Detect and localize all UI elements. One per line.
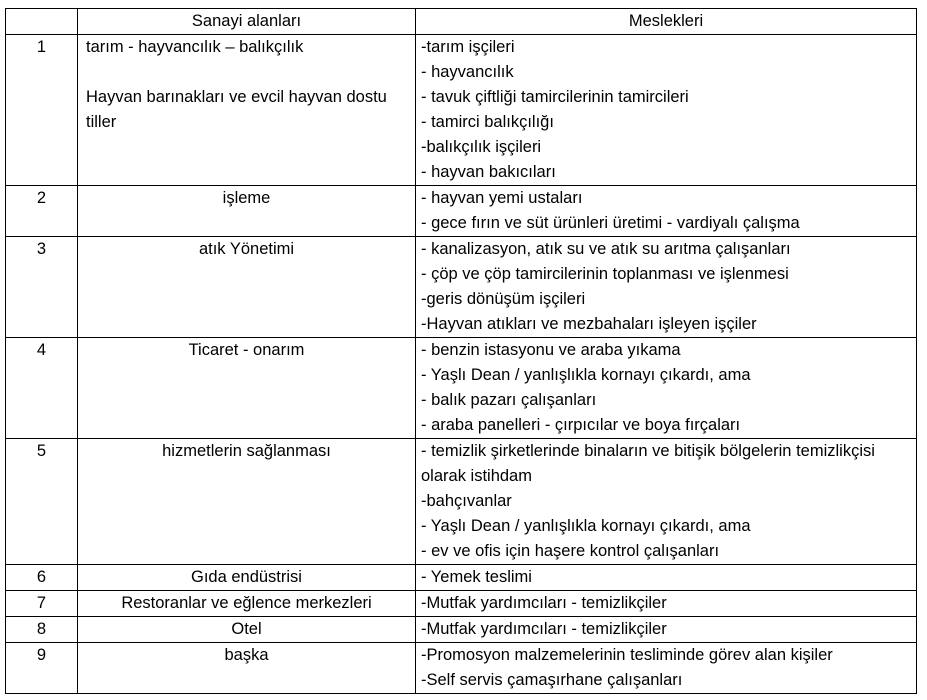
row-number: 2 <box>6 186 78 237</box>
row-number: 9 <box>6 643 78 694</box>
header-row <box>6 9 917 35</box>
table-row <box>6 643 917 694</box>
row-number: 7 <box>6 591 78 617</box>
row-number: 4 <box>6 338 78 439</box>
industry-cell: Ticaret - onarım <box>78 338 416 439</box>
industries-table <box>5 8 917 694</box>
industry-line: Hayvan barınakları ve evcil hayvan dostu tiller <box>86 88 387 131</box>
table-row <box>6 186 917 237</box>
row-number: 1 <box>6 35 78 186</box>
profession-item: - Yaşlı Dean / yanlışlıkla kornayı çıkardı, ama <box>421 366 751 384</box>
profession-item: - gece fırın ve süt ürünleri üretimi - vardiyalı çalışma <box>421 214 800 232</box>
profession-item: - ev ve ofis için haşere kontrol çalışanları <box>421 542 720 560</box>
table-row <box>6 35 917 186</box>
profession-item: - hayvan yemi ustaları <box>421 189 583 207</box>
profession-item: - tamirci balıkçılığı <box>421 113 554 131</box>
industry-cell: başka <box>78 643 416 694</box>
industry-cell: işleme <box>78 186 416 237</box>
table-row <box>6 617 917 643</box>
industry-cell: atık Yönetimi <box>78 237 416 338</box>
profession-item: - Yemek teslimi <box>421 568 532 586</box>
profession-item: -tarım işçileri <box>421 38 515 56</box>
industry-cell: Gıda endüstrisi <box>78 565 416 591</box>
header-number <box>6 9 78 35</box>
profession-item: - kanalizasyon, atık su ve atık su arıtma çalışanları <box>421 240 791 258</box>
professions-cell <box>416 237 917 338</box>
professions-cell <box>416 617 917 643</box>
professions-cell <box>416 591 917 617</box>
profession-item: -Mutfak yardımcıları - temizlikçiler <box>421 620 667 638</box>
row-number: 3 <box>6 237 78 338</box>
row-number: 5 <box>6 439 78 565</box>
profession-item: - balık pazarı çalışanları <box>421 391 597 409</box>
profession-item: - araba panelleri - çırpıcılar ve boya fırçaları <box>421 416 741 434</box>
profession-item: - benzin istasyonu ve araba yıkama <box>421 341 681 359</box>
row-number: 8 <box>6 617 78 643</box>
profession-item: - temizlik şirketlerinde binaların ve bitişik bölgelerin temizlikçisi olarak istihdam <box>421 442 875 485</box>
table-row <box>6 237 917 338</box>
industry-cell <box>78 35 416 186</box>
row-number: 6 <box>6 565 78 591</box>
header-industry: Sanayi alanları <box>78 9 416 35</box>
profession-item: -geris dönüşüm işçileri <box>421 290 586 308</box>
profession-item: -Hayvan atıkları ve mezbahaları işleyen işçiler <box>421 315 757 333</box>
professions-cell <box>416 35 917 186</box>
profession-item: - Yaşlı Dean / yanlışlıkla kornayı çıkardı, ama <box>421 517 751 535</box>
professions-cell <box>416 439 917 565</box>
profession-item: -Self servis çamaşırhane çalışanları <box>421 671 683 689</box>
industry-cell: hizmetlerin sağlanması <box>78 439 416 565</box>
table-row <box>6 439 917 565</box>
industry-cell: Restoranlar ve eğlence merkezleri <box>78 591 416 617</box>
profession-item: -Mutfak yardımcıları - temizlikçiler <box>421 594 667 612</box>
profession-item: - tavuk çiftliği tamircilerinin tamircileri <box>421 88 689 106</box>
professions-cell <box>416 565 917 591</box>
professions-cell <box>416 338 917 439</box>
profession-item: - çöp ve çöp tamircilerinin toplanması ve işlenmesi <box>421 265 789 283</box>
industry-cell: Otel <box>78 617 416 643</box>
industry-line: tarım - hayvancılık – balıkçılık <box>86 38 304 56</box>
table-row <box>6 591 917 617</box>
profession-item: - hayvancılık <box>421 63 514 81</box>
professions-cell <box>416 643 917 694</box>
profession-item: -Promosyon malzemelerinin tesliminde görev alan kişiler <box>421 646 833 664</box>
table-row <box>6 565 917 591</box>
profession-item: - hayvan bakıcıları <box>421 163 556 181</box>
profession-item: -bahçıvanlar <box>421 492 512 510</box>
profession-item: -balıkçılık işçileri <box>421 138 542 156</box>
header-professions: Meslekleri <box>416 9 917 35</box>
table-row <box>6 338 917 439</box>
professions-cell <box>416 186 917 237</box>
